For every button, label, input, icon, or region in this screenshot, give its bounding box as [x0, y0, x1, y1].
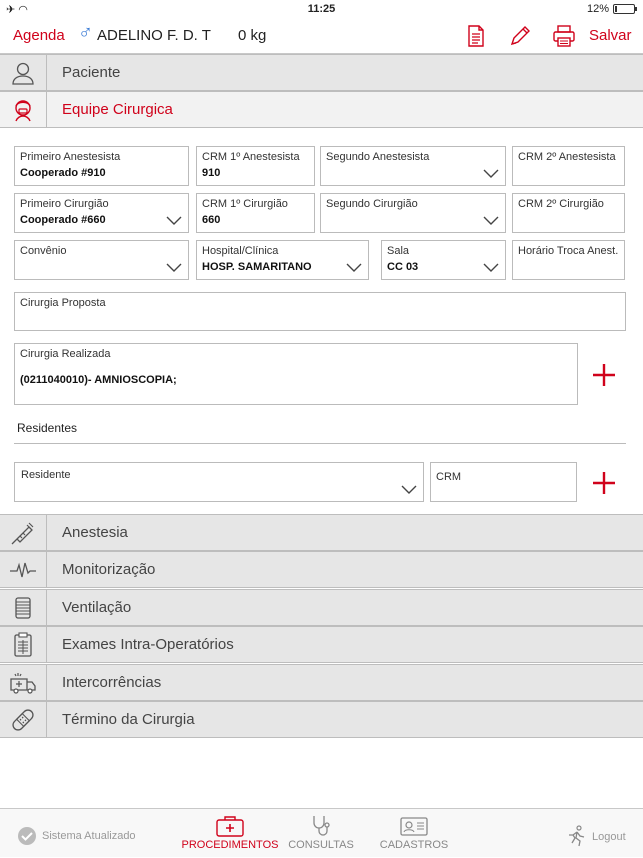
section-label: Exames Intra-Operatórios — [62, 636, 234, 653]
segundo-anestesista-select[interactable] — [320, 146, 506, 186]
field-label: Cirurgia Realizada — [20, 348, 111, 360]
male-gender-icon: ♂ — [78, 22, 93, 44]
convenio-select[interactable] — [14, 240, 189, 280]
clipboard-icon — [13, 632, 33, 658]
field-label: Sala — [387, 245, 410, 257]
battery-fill — [615, 6, 617, 12]
primeiro-anestesista-select[interactable] — [14, 146, 189, 186]
field-label: Hospital/Clínica — [202, 245, 279, 257]
cirurgia-proposta-field[interactable] — [14, 292, 626, 331]
primeiro-cirurgiao-select[interactable] — [14, 193, 189, 233]
field-label: CRM 1º Cirurgião — [202, 198, 288, 210]
section-intercorrencias[interactable] — [0, 664, 643, 701]
hospital-select[interactable] — [196, 240, 369, 280]
battery-indicator — [587, 3, 635, 15]
chevron-down-icon — [346, 263, 362, 273]
field-value: Cooperado #910 — [20, 167, 106, 179]
field-label: Convênio — [20, 245, 67, 257]
section-label: Ventilação — [62, 599, 132, 616]
field-value: (0211040010)- AMNIOSCOPIA; — [20, 374, 177, 386]
icon-cell — [0, 55, 47, 90]
icon-cell — [0, 590, 47, 625]
residente-select[interactable] — [14, 462, 424, 502]
section-monitorizacao[interactable] — [0, 551, 643, 588]
tab-cadastros[interactable] — [374, 809, 454, 858]
section-label: Término da Cirurgia — [62, 711, 195, 728]
horario-troca-field[interactable] — [512, 240, 625, 280]
chevron-down-icon — [483, 169, 499, 179]
section-anestesia[interactable] — [0, 514, 643, 551]
ambulance-icon — [9, 671, 37, 695]
icon-cell — [0, 552, 47, 587]
crm2-anestesista-field[interactable] — [512, 146, 625, 186]
stethoscope-icon — [309, 815, 333, 837]
field-value: Cooperado #660 — [20, 214, 106, 226]
tab-consultas[interactable] — [284, 809, 358, 858]
tab-label: PROCEDIMENTOS — [181, 839, 279, 851]
chevron-down-icon — [483, 216, 499, 226]
ventilator-icon — [13, 596, 33, 620]
add-cirurgia-button[interactable] — [591, 362, 617, 388]
section-label: Monitorização — [62, 561, 156, 578]
segundo-cirurgiao-select[interactable] — [320, 193, 506, 233]
person-icon — [12, 61, 34, 85]
bandage-icon — [10, 707, 36, 733]
logout-runner-icon[interactable] — [566, 825, 588, 847]
crm1-anestesista-field[interactable] — [196, 146, 315, 186]
field-value: 660 — [202, 214, 221, 226]
field-label: Segundo Cirurgião — [326, 198, 418, 210]
icon-cell — [0, 702, 47, 737]
chevron-down-icon — [483, 263, 499, 273]
airplane-wifi-icon: ✈ ︎◠ — [6, 4, 28, 16]
field-label: Segundo Anestesista — [326, 151, 430, 163]
crm1-cirurgiao-field[interactable] — [196, 193, 315, 233]
section-label: Intercorrências — [62, 674, 162, 691]
add-residente-button[interactable] — [591, 470, 617, 496]
field-label: CRM 2º Cirurgião — [518, 198, 604, 210]
heartbeat-icon — [9, 560, 37, 580]
chevron-down-icon — [166, 263, 182, 273]
agenda-button[interactable]: Agenda — [13, 27, 65, 44]
section-paciente[interactable] — [0, 54, 643, 91]
cirurgia-realizada-field[interactable] — [14, 343, 578, 405]
id-card-icon — [400, 815, 428, 837]
battery-percent: 12% — [586, 3, 609, 15]
field-label: Cirurgia Proposta — [20, 297, 106, 309]
section-ventilacao[interactable] — [0, 589, 643, 626]
pencil-icon[interactable] — [508, 24, 532, 48]
field-value: HOSP. SAMARITANO — [202, 261, 312, 273]
sync-status: Sistema Atualizado — [42, 830, 136, 842]
patient-weight: 0 kg — [238, 27, 267, 44]
printer-icon[interactable] — [552, 24, 576, 48]
chevron-down-icon — [166, 216, 182, 226]
icon-cell — [0, 665, 47, 700]
save-button[interactable]: Salvar — [589, 27, 632, 44]
field-label: CRM — [436, 471, 462, 483]
status-bar — [0, 0, 643, 18]
tab-bar — [0, 808, 643, 857]
check-circle-icon — [17, 826, 37, 846]
field-value: 910 — [202, 167, 221, 179]
surgeon-icon — [12, 98, 34, 122]
field-label: Residente — [21, 469, 71, 481]
divider — [14, 443, 626, 444]
clock: 11:25 — [307, 3, 336, 15]
chevron-down-icon — [401, 485, 417, 495]
sala-select[interactable] — [381, 240, 506, 280]
section-termino[interactable] — [0, 701, 643, 738]
crm2-cirurgiao-field[interactable] — [512, 193, 625, 233]
field-label: Primeiro Anestesista — [20, 151, 121, 163]
document-icon[interactable] — [464, 24, 488, 48]
field-label: Primeiro Cirurgião — [20, 198, 109, 210]
section-label: Equipe Cirurgica — [62, 101, 173, 118]
tab-label: CADASTROS — [379, 839, 449, 851]
crm-residente-field[interactable] — [430, 462, 577, 502]
medical-kit-icon — [216, 815, 244, 837]
section-label: Anestesia — [62, 524, 128, 541]
icon-cell — [0, 92, 47, 127]
section-label: Paciente — [62, 64, 121, 81]
icon-cell — [0, 515, 47, 550]
patient-name: ADELINO F. D. T — [97, 27, 211, 44]
tab-label: CONSULTAS — [288, 839, 354, 851]
residentes-title: Residentes — [17, 421, 78, 435]
field-label: CRM 1º Anestesista — [202, 151, 300, 163]
section-exames[interactable] — [0, 626, 643, 663]
field-label: Horário Troca Anest. — [518, 245, 619, 257]
battery-icon — [613, 4, 635, 14]
field-value: CC 03 — [387, 261, 419, 273]
tab-procedimentos[interactable] — [180, 809, 280, 858]
icon-cell — [0, 627, 47, 662]
syringe-icon — [10, 520, 36, 546]
logout-button[interactable]: Logout — [592, 831, 626, 843]
nav-bar — [0, 18, 643, 54]
field-label: CRM 2º Anestesista — [518, 151, 616, 163]
section-equipe-cirurgica[interactable] — [0, 91, 643, 128]
